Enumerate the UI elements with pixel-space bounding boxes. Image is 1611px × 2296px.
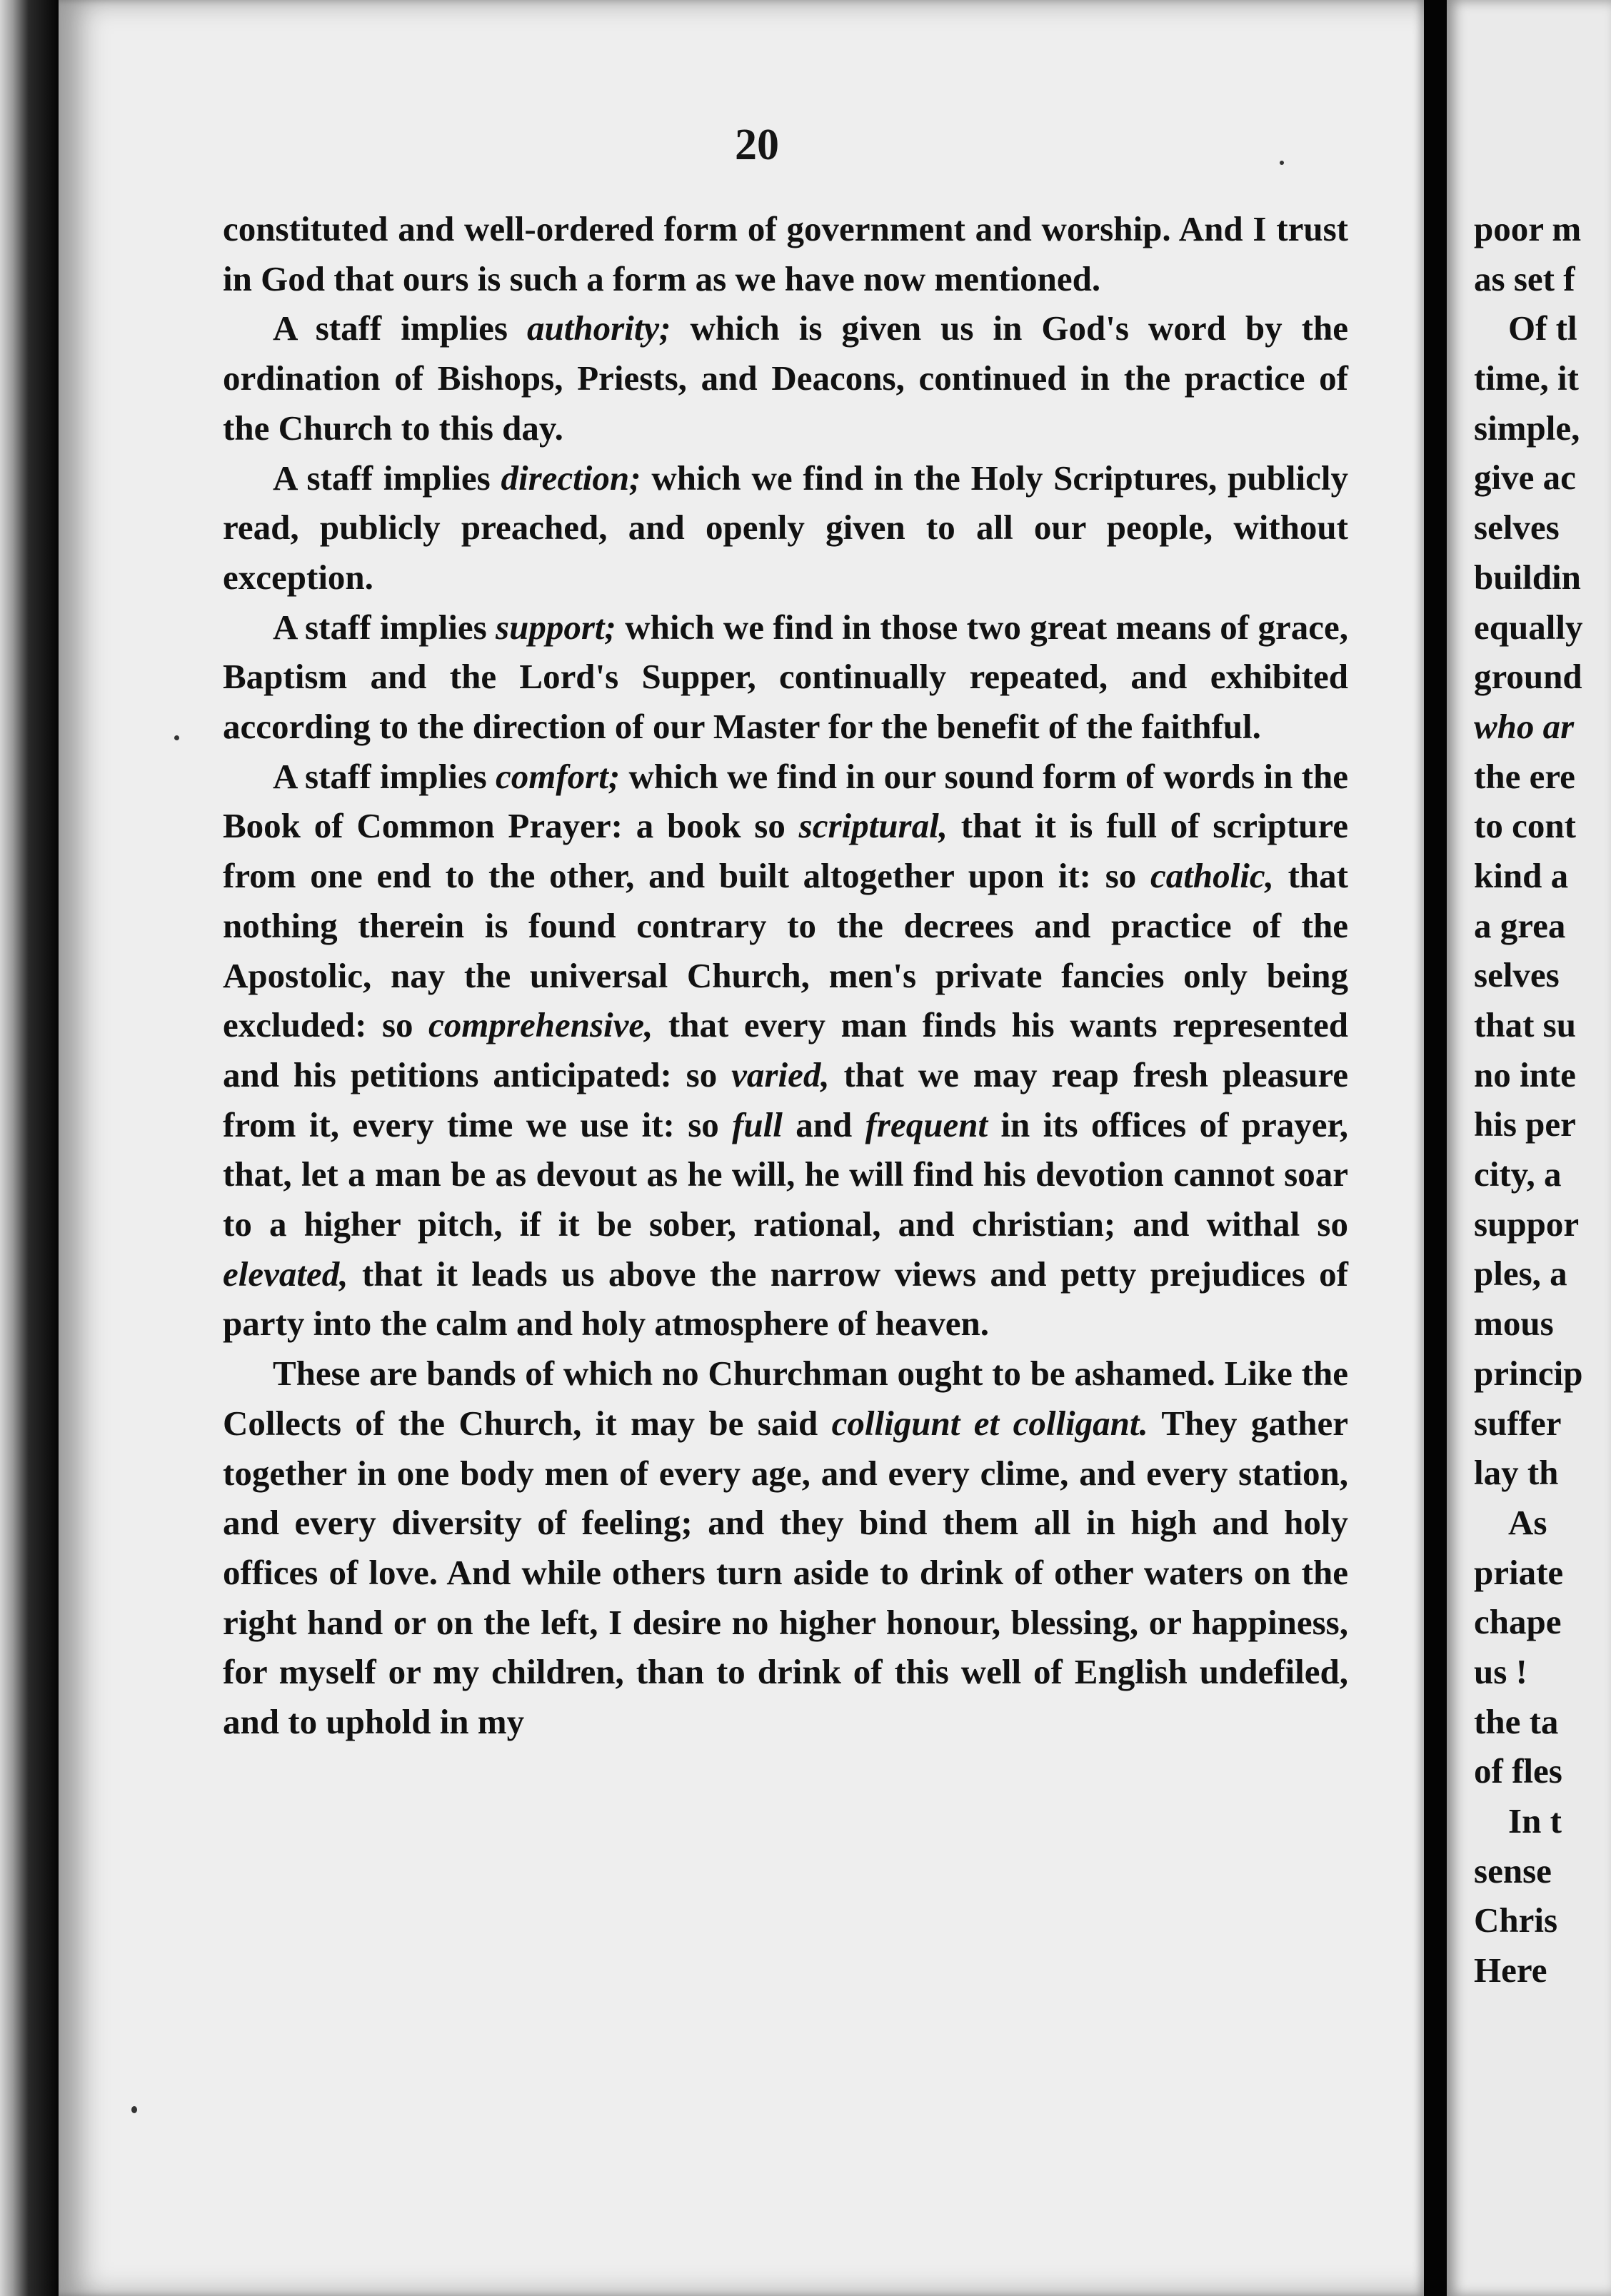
- text-run: and: [782, 1104, 865, 1144]
- text-run: These are bands of which no Churchman ought to be ashamed. Like the Collects of the Church, it may be said: [223, 1354, 1348, 1443]
- paragraph: [223, 303, 1348, 453]
- next-page-line: that su: [1474, 1005, 1576, 1044]
- next-page-line: Here: [1474, 1950, 1547, 1990]
- next-page-line: as set f: [1474, 258, 1575, 298]
- next-page-line: Chris: [1474, 1900, 1558, 1940]
- next-page-line: mous: [1474, 1304, 1554, 1344]
- text-run: that it is full of scripture from one end to the other, and built altogether upon it: so: [223, 806, 1348, 896]
- italic-phrase: varied,: [731, 1054, 830, 1094]
- next-page-line: ground: [1474, 657, 1582, 697]
- italic-phrase: authority;: [527, 308, 671, 348]
- next-page-line: city, a: [1474, 1154, 1562, 1194]
- italic-phrase: direction;: [501, 458, 641, 498]
- page-number: 20: [735, 121, 779, 169]
- next-page-line: a grea: [1474, 905, 1566, 945]
- next-page-line: no inte: [1474, 1054, 1576, 1094]
- next-page-line: suffer: [1474, 1403, 1562, 1443]
- next-page-line: selves: [1474, 955, 1560, 995]
- text-run: A staff implies: [273, 458, 501, 498]
- italic-phrase: frequent: [865, 1104, 988, 1144]
- text-run: A staff implies: [273, 607, 496, 647]
- text-run: that we may reap fresh pleasure from it, every time we use it: so: [223, 1054, 1348, 1144]
- next-page-line: selves: [1474, 508, 1560, 548]
- paragraph: [223, 1349, 1348, 1747]
- next-page-line: ples, a: [1474, 1254, 1567, 1294]
- next-page-line: poor m: [1474, 209, 1582, 248]
- text-run: They gather together in one body men of every age, and every clime, and every station, and every diversity of feeling; and they bind them all in high and holy offices of love. And while others turn aside to drink of other waters on the right hand or on the left, I desire no higher honour, blessing, or happiness, for myself or my children, than to drink of this well of English undefiled, and to uphold in my: [223, 1403, 1348, 1742]
- paragraph: [223, 603, 1348, 752]
- book-gutter: [1424, 0, 1447, 2296]
- italic-phrase: catholic,: [1150, 856, 1274, 896]
- text-run: constituted and well-ordered form of government and worship. And I trust in God that ours is such a form as we have now mentioned.: [223, 209, 1348, 298]
- next-page-line: buildin: [1474, 557, 1581, 597]
- next-page-line: kind a: [1474, 855, 1569, 895]
- text-run: which we find in our sound form of words in the Book of Common Prayer: a book so: [223, 756, 1348, 846]
- next-page-line: his per: [1474, 1104, 1576, 1144]
- text-run: that it leads us above the narrow views and petty prejudices of party into the calm and holy atmosphere of heaven.: [223, 1254, 1348, 1344]
- next-page-line: In t: [1508, 1801, 1562, 1841]
- next-page-line: princip: [1474, 1353, 1583, 1393]
- scan-left-edge: [0, 0, 59, 2296]
- next-page-line: chape: [1474, 1602, 1562, 1642]
- next-page-line: give ac: [1474, 458, 1576, 498]
- text-run: which is given us in God's word by the ordination of Bishops, Priests, and Deacons, continued in the practice of the Church to this day.: [223, 308, 1348, 448]
- next-page-line: sense: [1474, 1851, 1552, 1890]
- body-text: [223, 204, 1348, 1747]
- scan-speck: [174, 735, 179, 740]
- next-page-lines: [1474, 204, 1611, 1995]
- next-page-line: who ar: [1474, 706, 1575, 746]
- next-page-line: us !: [1474, 1651, 1527, 1691]
- next-page-line: equally: [1474, 607, 1583, 647]
- next-page-line: suppor: [1474, 1204, 1580, 1244]
- next-page-fragment: [1447, 0, 1611, 2296]
- paragraph: [223, 204, 1348, 303]
- next-page-line: the ta: [1474, 1701, 1559, 1741]
- text-run: A staff implies: [273, 308, 528, 348]
- scan-speck: [131, 2106, 137, 2113]
- paragraph: [223, 453, 1348, 603]
- next-page-line: the ere: [1474, 756, 1575, 796]
- next-page-line: lay th: [1474, 1453, 1559, 1493]
- next-page-line: Of tl: [1508, 308, 1577, 348]
- italic-phrase: elevated,: [223, 1254, 348, 1294]
- next-page-line: to cont: [1474, 806, 1576, 846]
- next-page-line: of fles: [1474, 1751, 1562, 1791]
- italic-phrase: support;: [496, 607, 616, 647]
- italic-phrase: colligunt et colligant.: [831, 1403, 1148, 1443]
- text-run: A staff implies: [273, 756, 496, 796]
- next-page-line: time, it: [1474, 358, 1579, 398]
- italic-phrase: scriptural,: [798, 806, 948, 846]
- italic-phrase: comprehensive,: [428, 1005, 653, 1045]
- text-run: that nothing therein is found contrary to the decrees and practice of the Apostolic, nay the universal Church, men's private fancies only being excluded: so: [223, 856, 1348, 1045]
- italic-phrase: full: [732, 1104, 783, 1144]
- text-run: in its offices of prayer, that, let a man be as devout as he will, he will find his devotion cannot soar to a higher pitch, if it be sober, rational, and christian; and withal so: [223, 1104, 1348, 1244]
- next-page-line: As: [1508, 1502, 1547, 1542]
- text-run: that every man finds his wants represented and his petitions anticipated: so: [223, 1005, 1349, 1094]
- text-run: which we find in those two great means of grace, Baptism and the Lord's Supper, continually repeated, and exhibited according to the direction of our Master for the benefit of the faithful.: [223, 607, 1348, 747]
- italic-phrase: comfort;: [495, 756, 621, 796]
- next-page-line: priate: [1474, 1552, 1564, 1592]
- scan-speck: [1280, 161, 1284, 165]
- text-run: which we find in the Holy Scriptures, publicly read, publicly preached, and openly given to all our people, without exception.: [223, 458, 1348, 597]
- paragraph: [223, 752, 1348, 1349]
- next-page-line: simple,: [1474, 408, 1580, 448]
